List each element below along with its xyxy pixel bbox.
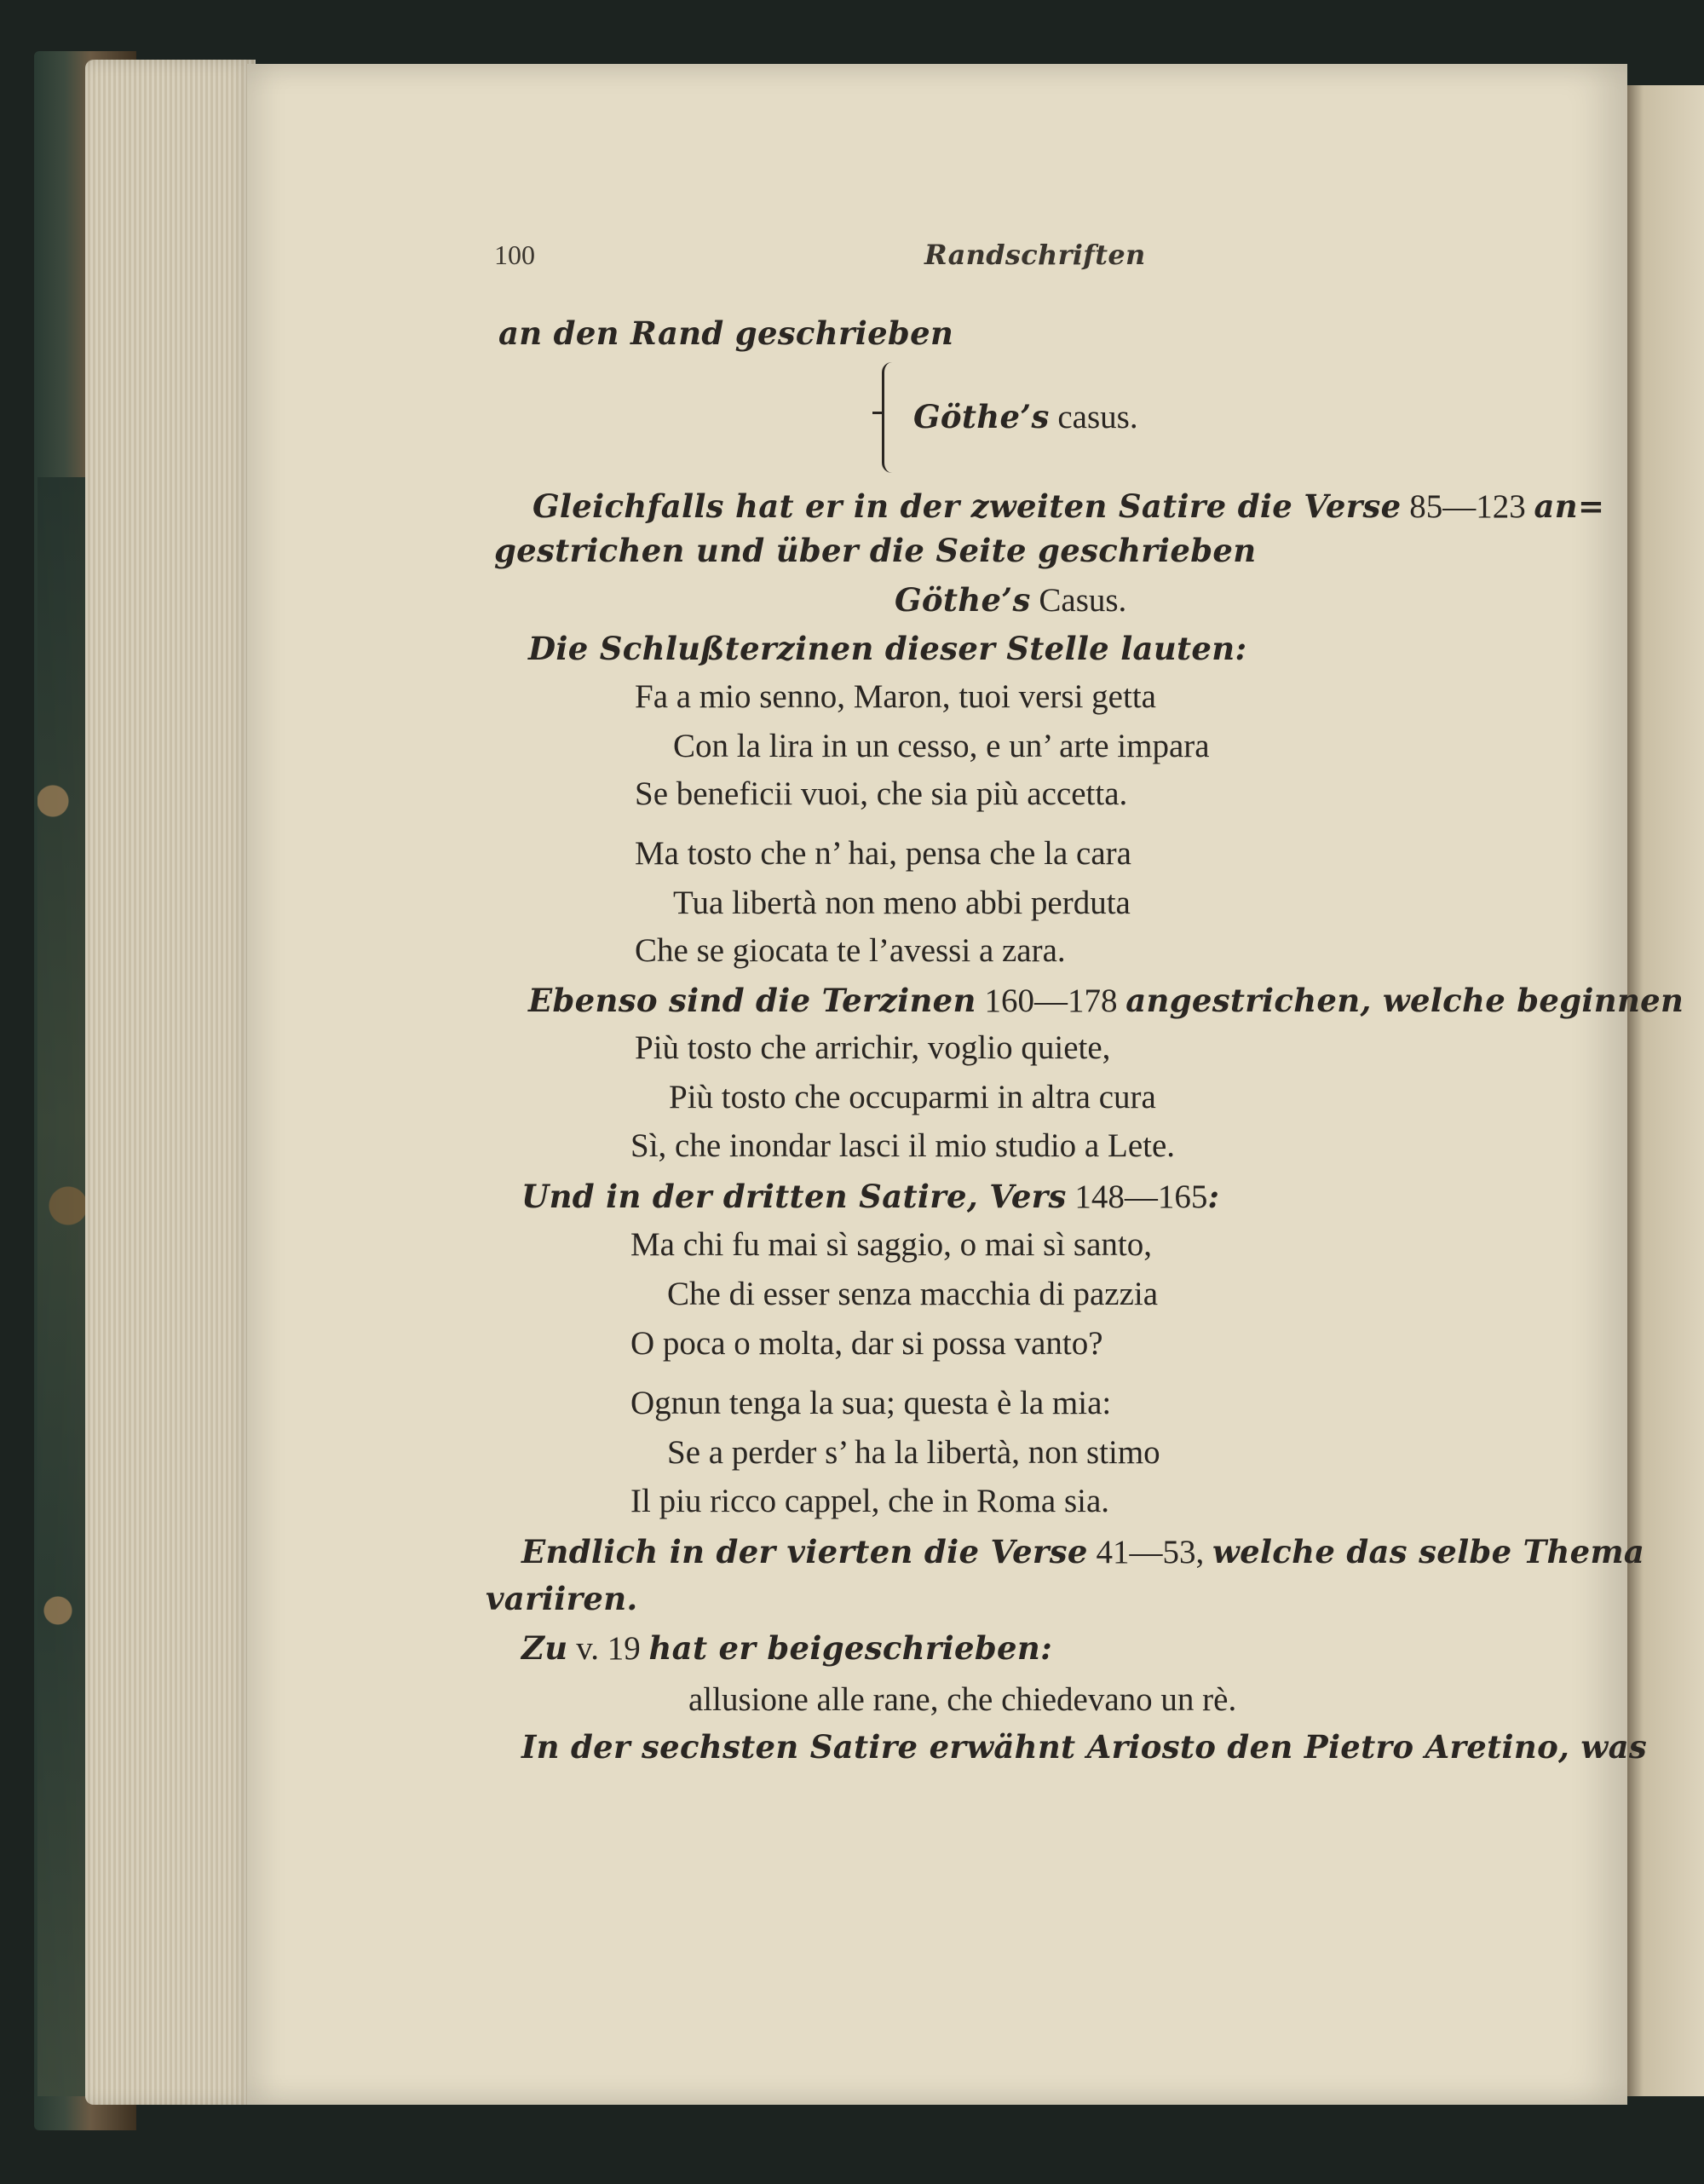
verse-line: Fa a mio senno, Maron, tuoi versi getta <box>635 678 1156 715</box>
verse-line: Ma chi fu mai sì saggio, o mai sì santo, <box>630 1226 1153 1263</box>
text-line: Endlich in der vierten die Verse 41—53, welche das selbe Thema <box>521 1533 1645 1570</box>
verse-line: Ognun tenga la sua; questa è la mia: <box>630 1385 1112 1421</box>
text-line: Gleichfalls hat er in der zweiten Satire die Verse 85—123 an= <box>532 487 1605 525</box>
verse-line: Sì, che inondar lasci il mio studio a Lete. <box>630 1127 1176 1164</box>
text-line: Ebenso sind die Terzinen 160—178 angestrichen, welche beginnen <box>528 982 1684 1019</box>
verse-line: Più tosto che occuparmi in altra cura <box>669 1079 1156 1115</box>
verse-line: Tua libertà non meno abbi perduta <box>673 885 1131 921</box>
text-line: Göthe’s casus. <box>913 398 1138 435</box>
verse-line: Il piu ricco cappel, che in Roma sia. <box>630 1483 1110 1519</box>
verse-line: Ma tosto che n’ hai, pensa che la cara <box>635 835 1131 872</box>
text-line: an den Rand geschrieben <box>498 314 954 352</box>
page-edges <box>85 60 256 2105</box>
verse-line: allusione alle rane, che chiedevano un rè. <box>688 1681 1237 1718</box>
text-line: gestrichen und über die Seite geschrieben <box>494 532 1257 569</box>
text-line: variiren. <box>486 1580 638 1617</box>
verse-line: Con la lira in un cesso, e un’ arte impara <box>673 728 1210 764</box>
verse-line: Se beneficii vuoi, che sia più accetta. <box>635 775 1128 812</box>
text-line: Göthe’s Casus. <box>895 581 1127 619</box>
text-line: Die Schlußterzinen dieser Stelle lauten: <box>528 630 1247 667</box>
text-line: In der sechsten Satire erwähnt Ariosto den Pietro Aretino, was <box>521 1728 1647 1766</box>
verse-line: Se a perder s’ ha la libertà, non stimo <box>667 1434 1160 1471</box>
running-title: Randschriften <box>924 239 1146 271</box>
curly-brace-icon <box>882 362 896 473</box>
marbled-endpaper <box>37 477 89 2096</box>
verse-line: O poca o molta, dar si possa vanto? <box>630 1325 1103 1362</box>
facing-page-edge <box>1623 85 1704 2096</box>
verse-line: Più tosto che arrichir, voglio quiete, <box>635 1029 1111 1066</box>
text-line: Zu v. 19 hat er beigeschrieben: <box>521 1629 1053 1667</box>
text-line: Und in der dritten Satire, Vers 148—165: <box>521 1178 1220 1215</box>
verse-line: Che se giocata te l’avessi a zara. <box>635 932 1066 969</box>
page-number: 100 <box>494 239 535 270</box>
verse-line: Che di esser senza macchia di pazzia <box>667 1276 1159 1312</box>
